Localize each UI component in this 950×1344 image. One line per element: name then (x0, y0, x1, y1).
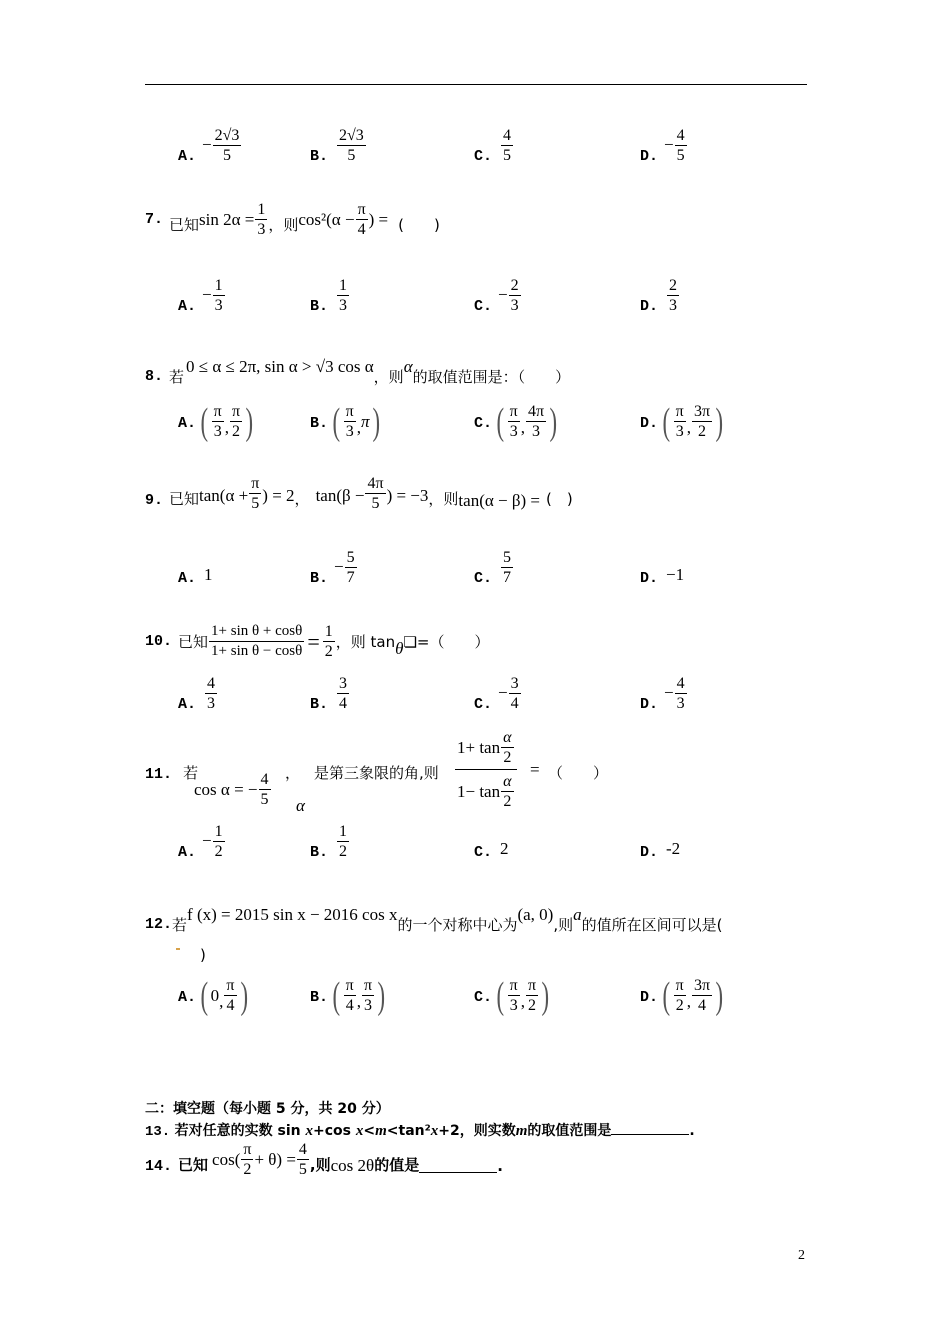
q8-right-paren: ) (372, 400, 380, 443)
q10-then: ，则 tan (335, 633, 396, 651)
q8-option-b-num: π (232, 403, 241, 420)
q7-option-frac-den: 3 (339, 297, 348, 314)
section2-title: 二：填空题（每小题 5 分，共 20 分） (145, 1101, 390, 1117)
q12-left-paren: ( (662, 974, 671, 1017)
q7-lead: 已知 (169, 216, 200, 234)
q8-option-b: π (361, 411, 370, 431)
q6-option-frac-den: 5 (676, 147, 685, 164)
q12-option-label: D. (640, 989, 659, 1006)
q13-text6: 的取值范围是 (527, 1123, 612, 1139)
q6-option-label: A. (178, 148, 197, 165)
q8-right-paren: ) (715, 400, 724, 443)
q11-cos-left: cos α = − (194, 779, 258, 799)
q8-option-b-num: 3π (694, 403, 711, 420)
q6-option-b[interactable] (310, 126, 367, 165)
q12-right-paren: ) (377, 974, 386, 1017)
q13-answer-blank[interactable] (611, 1134, 689, 1135)
q9-e2-frac: $\frac{4\pi}{5}$ (367, 475, 384, 512)
q8-left-paren: ( (662, 400, 671, 443)
q11-alpha: α (296, 796, 305, 815)
q14-number: 14. (145, 1158, 173, 1175)
q10-option-frac (675, 674, 687, 713)
q11-option-b[interactable] (310, 822, 350, 861)
q12-right-paren: ) (715, 974, 724, 1017)
q10-option-frac (337, 674, 349, 713)
q9-option-frac (501, 548, 513, 587)
q7-stem (145, 200, 440, 239)
q8-option-b-den: 3 (532, 423, 541, 440)
q7-expr2-right: ) = (368, 210, 389, 229)
q8-left-paren: ( (332, 400, 341, 443)
q8-comma: , (686, 417, 691, 437)
q13-stem (145, 1120, 695, 1140)
q12-option-b-num: π (528, 977, 537, 994)
q9-option-label: A. (178, 570, 197, 587)
q10-option-frac-num: 4 (207, 675, 216, 692)
q14-e-right: + θ) = (254, 1150, 296, 1169)
q9-option-label: B. (310, 570, 329, 587)
q6-option-frac-den: 5 (347, 147, 356, 164)
q8-comma: , (520, 417, 525, 437)
q6-option-sign: − (202, 134, 212, 154)
q7-expr2-frac: $\frac{\pi}{4}$ (357, 201, 366, 238)
q14-tail: 的值是 (374, 1156, 420, 1174)
q8-option-label: C. (474, 415, 493, 432)
q13-m1: m (375, 1123, 387, 1139)
q11-bot-left: 1− tan (457, 781, 501, 801)
q9-option-c[interactable] (474, 548, 514, 587)
q12-option-b-num: π (226, 977, 235, 994)
q8-left-paren: ( (496, 400, 505, 443)
q7-option-label: B. (310, 298, 329, 315)
q14-then: ,则 (309, 1156, 331, 1174)
q7-number: 7. (145, 211, 164, 228)
q8-option-b[interactable] (310, 402, 382, 441)
q9-option-a[interactable] (178, 548, 213, 587)
q9-option-frac-num: 5 (503, 549, 512, 566)
q14-end: . (497, 1157, 503, 1175)
q9-comma: ， (294, 490, 310, 508)
q11-option-frac-den: 2 (214, 843, 223, 860)
q8-lead: 若 (169, 368, 185, 386)
q12-stem (145, 898, 722, 935)
q14-rhs-frac: $\frac{4}{5}$ (298, 1141, 307, 1178)
q6-option-frac (337, 126, 366, 165)
q11-mid: 是第三象限的角,则 (314, 764, 439, 782)
q9-e1-frac: $\frac{\pi}{5}$ (251, 475, 260, 512)
q13-x2: x (355, 1123, 364, 1139)
q7-option-d[interactable] (640, 276, 680, 315)
q8-option-a-den: 3 (213, 423, 222, 440)
q12-mark (176, 948, 180, 950)
q12-option-d[interactable] (640, 976, 726, 1015)
q6-option-frac (501, 126, 513, 165)
q12-option-b (362, 976, 374, 1015)
q12-option-b (692, 976, 712, 1015)
q12-lead: 若 (172, 916, 188, 934)
q12-option-a: 0 (210, 985, 220, 1005)
q7-then: ，则 (268, 216, 299, 234)
header-rule (145, 84, 807, 85)
q12-option-a-num: π (509, 977, 518, 994)
q10-option-sign: − (664, 682, 674, 702)
q12-tail: 的值所在区间可以是( (581, 916, 723, 934)
q8-option-d[interactable] (640, 402, 726, 441)
q10-option-label: A. (178, 696, 197, 713)
q12-comma: , (356, 991, 361, 1011)
q9-bracket: ( ) (546, 490, 573, 508)
q12-mid: 的一个对称中心为 (397, 916, 518, 934)
q7-option-sign: − (202, 284, 212, 304)
q12-option-b-den: 2 (528, 997, 537, 1014)
q10-eq: = (307, 628, 320, 654)
q11-top-left: 1+ tan (457, 737, 501, 757)
q7-option-c[interactable] (474, 276, 522, 315)
q10-option-a[interactable] (178, 674, 218, 713)
q8-option-b (230, 402, 242, 441)
q12-option-a (674, 976, 686, 1015)
q13-text3: < (363, 1123, 376, 1139)
q12-option-a (344, 976, 356, 1015)
q10-option-frac-num: 3 (510, 675, 519, 692)
q11-option-label: C. (474, 844, 493, 861)
q9-e3: tan(α − β) = (458, 491, 540, 510)
q14-answer-blank[interactable] (419, 1172, 497, 1173)
q9-option-sign: − (334, 556, 344, 576)
q8-option-a[interactable] (178, 402, 256, 441)
q9-option-label: C. (474, 570, 493, 587)
q14-e-frac: $\frac{\pi}{2}$ (243, 1141, 252, 1178)
q12-option-a-den: 2 (675, 997, 684, 1014)
q8-comma: , (356, 417, 361, 437)
q8-stem (145, 352, 570, 387)
q8-option-a (212, 402, 224, 441)
q6-option-d[interactable] (640, 126, 688, 165)
q11-option-label: A. (178, 844, 197, 861)
q7-bracket: ( ) (398, 216, 440, 234)
q7-option-frac-den: 3 (669, 297, 678, 314)
q9-number: 9. (145, 492, 164, 509)
q13-number: 13. (145, 1124, 171, 1140)
q12-comma: , (686, 991, 691, 1011)
q7-expr1-frac: $\frac{1}{3}$ (257, 201, 266, 238)
q12-option-a[interactable] (178, 976, 250, 1015)
q9-option-label: D. (640, 570, 659, 587)
q11-option-frac (213, 822, 225, 861)
q8-option-c[interactable] (474, 402, 560, 441)
q10-option-frac-den: 4 (339, 695, 348, 712)
q9-e2-left: tan(β − (315, 486, 365, 505)
q8-left-paren: ( (200, 400, 209, 443)
q12-right-paren: ) (240, 974, 248, 1017)
q6-option-frac-num: 4 (676, 127, 685, 144)
q9-stem (145, 474, 573, 513)
q10-option-frac-den: 3 (207, 695, 216, 712)
q11-number: 11. (145, 766, 173, 783)
q10-option-label: B. (310, 696, 329, 713)
q10-lead: 已知 (178, 633, 209, 651)
q11-eq: = (530, 760, 540, 779)
q12-option-b-num: 3π (694, 977, 711, 994)
q11-option-c[interactable] (474, 822, 509, 861)
q11-bracket: （ ） (548, 764, 609, 782)
q12-option-b[interactable] (310, 976, 388, 1015)
q10-number: 10. (145, 633, 173, 650)
q10-option-frac-num: 4 (676, 675, 685, 692)
q12-comma: , (520, 991, 525, 1011)
q7-option-frac-den: 3 (214, 297, 223, 314)
q12-a: a (573, 904, 582, 924)
q10-option-frac-num: 3 (339, 675, 348, 692)
q8-option-a-num: π (509, 403, 518, 420)
q12-left-paren: ( (332, 974, 341, 1017)
q13-m2: m (515, 1123, 528, 1139)
q11-option-label: B. (310, 844, 329, 861)
q9-e1-left: tan(α + (199, 486, 249, 505)
q7-option-frac-num: 2 (510, 277, 519, 294)
q10-tail: =（ ） (416, 633, 490, 651)
q10-option-frac (205, 674, 217, 713)
q12-option-a-den: 3 (509, 997, 518, 1014)
q10-theta: θ (395, 638, 404, 658)
q12-number: 12. (145, 916, 173, 933)
q13-text4: <tan² (386, 1123, 431, 1139)
q8-option-b (692, 402, 712, 441)
q12-right-paren: ) (541, 974, 550, 1017)
q14-e-left: cos( (212, 1150, 241, 1169)
q13-text2: +cos (313, 1123, 356, 1139)
q8-option-a-den: 3 (675, 423, 684, 440)
q8-option-b (526, 402, 546, 441)
q12-option-b-den: 4 (698, 997, 707, 1014)
q14-stem (145, 1140, 503, 1179)
q8-right-paren: ) (549, 400, 558, 443)
q7-option-b[interactable] (310, 276, 350, 315)
q8-option-b-den: 2 (232, 423, 241, 440)
q11-bot-frac: $\frac{\alpha}{2}$ (503, 773, 512, 810)
q14-lead: 已知 (178, 1156, 209, 1174)
q11-option-sign: − (202, 830, 212, 850)
q7-option-frac (667, 276, 679, 315)
q10-option-frac-den: 3 (676, 695, 685, 712)
q9-option-value: 1 (204, 564, 213, 584)
q6-option-frac (675, 126, 687, 165)
q9-lead: 已知 (169, 490, 200, 508)
q11-option-frac (337, 822, 349, 861)
q6-option-frac-den: 5 (223, 147, 231, 164)
q11-lead: 若 (183, 764, 199, 782)
q6-option-frac-den: 5 (503, 147, 512, 164)
q7-option-frac-den: 3 (510, 297, 519, 314)
q9-then: ，则 (428, 490, 459, 508)
q14-target: cos 2θ (330, 1156, 375, 1175)
q13-text1: 若对任意的实数 sin (174, 1123, 306, 1139)
q6-option-label: D. (640, 148, 659, 165)
q8-option-a (674, 402, 686, 441)
q12-option-label: A. (178, 989, 197, 1006)
q11-option-frac-den: 2 (339, 843, 348, 860)
q7-option-label: D. (640, 298, 659, 315)
q9-option-frac-num: 5 (346, 549, 355, 566)
q11-stem-left (145, 762, 198, 783)
q8-comma: , (224, 417, 229, 437)
q8-option-a (344, 402, 356, 441)
q10-option-c[interactable] (474, 674, 522, 713)
q11-cos (194, 770, 272, 809)
q11-big-frac (455, 728, 517, 811)
q11-option-d[interactable] (640, 822, 680, 861)
q12-option-a (508, 976, 520, 1015)
q7-option-label: A. (178, 298, 197, 315)
q8-option-b-num: 4π (528, 403, 545, 420)
q11-option-value: 2 (500, 838, 509, 858)
q12-option-label: B. (310, 989, 329, 1006)
q11-option-frac-num: 1 (339, 823, 348, 840)
q6-option-a[interactable] (178, 126, 242, 165)
q8-then: ，则 (373, 368, 404, 386)
q11-cos-frac: $\frac{4}{5}$ (260, 771, 269, 808)
q9-option-b[interactable] (310, 548, 358, 587)
q9-option-d[interactable] (640, 548, 684, 587)
q7-option-frac (213, 276, 225, 315)
q8-option-a-num: π (213, 403, 222, 420)
q8-option-label: A. (178, 415, 197, 432)
q11-top-frac: $\frac{\alpha}{2}$ (503, 729, 512, 766)
q12-left-paren: ( (496, 974, 505, 1017)
q13-text5: +2，则实数 (438, 1123, 516, 1139)
q12-option-a-den: 4 (345, 997, 354, 1014)
q12-option-a-num: π (675, 977, 684, 994)
q12-point: (a, 0) (517, 904, 554, 924)
q11-option-value: -2 (666, 838, 681, 858)
q6-option-label: C. (474, 148, 493, 165)
q8-number: 8. (145, 368, 164, 385)
q12-close: ) (200, 946, 206, 964)
q6-option-frac-num: 2√3 (339, 127, 364, 144)
q9-e1-right: ) = 2 (262, 486, 295, 505)
q7-option-frac (509, 276, 521, 315)
q10-option-label: D. (640, 696, 659, 713)
q12-mid2: ,则 (553, 916, 574, 934)
q9-option-value: −1 (666, 564, 685, 584)
q9-option-frac (345, 548, 357, 587)
page-number: 2 (798, 1248, 805, 1263)
q6-option-frac-num: 4 (503, 127, 512, 144)
q7-expr1-left: sin 2α = (199, 210, 255, 229)
q12-comma: , (219, 991, 224, 1011)
q10-stem (145, 622, 490, 661)
q10-option-b[interactable] (310, 674, 350, 713)
q8-alpha: α (403, 356, 413, 376)
q8-option-label: D. (640, 415, 659, 432)
q7-option-frac (337, 276, 349, 315)
q12-option-a-num: π (345, 977, 354, 994)
q9-option-frac-den: 7 (503, 569, 512, 586)
q8-tail: 的取值范围是：（ ） (412, 368, 571, 386)
q12-option-b (526, 976, 538, 1015)
q8-option-b-den: 2 (698, 423, 707, 440)
q11-option-label: D. (640, 844, 659, 861)
q12-option-b-den: 4 (226, 997, 235, 1014)
q8-option-a-num: π (675, 403, 684, 420)
q13-x3: x (430, 1123, 439, 1139)
q8-option-label: B. (310, 415, 329, 432)
q10-option-label: C. (474, 696, 493, 713)
q6-option-sign: − (664, 134, 674, 154)
q8-option-a-den: 3 (345, 423, 354, 440)
q8-condition: 0 ≤ α ≤ 2π, sin α > √3 cos α (186, 356, 374, 376)
q12-option-c[interactable] (474, 976, 552, 1015)
q9-option-frac-den: 7 (346, 569, 355, 586)
q10-option-frac (509, 674, 521, 713)
q10-rhs-frac: $\frac{1}{2}$ (324, 623, 333, 660)
q8-option-a-num: π (345, 403, 354, 420)
q8-option-a-den: 3 (509, 423, 518, 440)
q12-option-label: C. (474, 989, 493, 1006)
q7-expr2-left: cos²(α − (298, 210, 355, 229)
q10-option-sign: − (498, 682, 508, 702)
q6-option-frac (213, 126, 242, 165)
q11-option-frac-num: 1 (214, 823, 223, 840)
q10-lhs-frac: $\frac{\text{1+ sin θ + cosθ}}{\text{1+ sin θ − cosθ}}$ (211, 623, 303, 659)
q7-option-a[interactable] (178, 276, 226, 315)
q6-option-label: B. (310, 148, 329, 165)
q9-e2-right: ) = −3 (386, 486, 429, 505)
q7-option-frac-num: 1 (339, 277, 348, 294)
q8-right-paren: ) (245, 400, 254, 443)
q12-left-paren: ( (200, 974, 209, 1017)
q12-option-b-den: 3 (364, 997, 373, 1014)
q7-option-label: C. (474, 298, 493, 315)
q11-comma: ， (285, 764, 301, 782)
q8-option-a (508, 402, 520, 441)
q12-option-b (224, 976, 236, 1015)
q13-x1: x (305, 1123, 314, 1139)
q6-option-frac-num: 2√3 (214, 127, 240, 144)
q10-option-d[interactable] (640, 674, 688, 713)
q11-option-a[interactable] (178, 822, 226, 861)
q7-option-sign: − (498, 284, 508, 304)
q12-option-b-num: π (364, 977, 373, 994)
q6-option-c[interactable] (474, 126, 514, 165)
q10-box: ❏ (403, 632, 417, 651)
q7-option-frac-num: 1 (214, 277, 223, 294)
q13-end: . (689, 1123, 695, 1139)
q7-option-frac-num: 2 (669, 277, 678, 294)
q10-option-frac-den: 4 (510, 695, 519, 712)
q12-fx: f (x) = 2015 sin x − 2016 cos x (187, 904, 398, 924)
